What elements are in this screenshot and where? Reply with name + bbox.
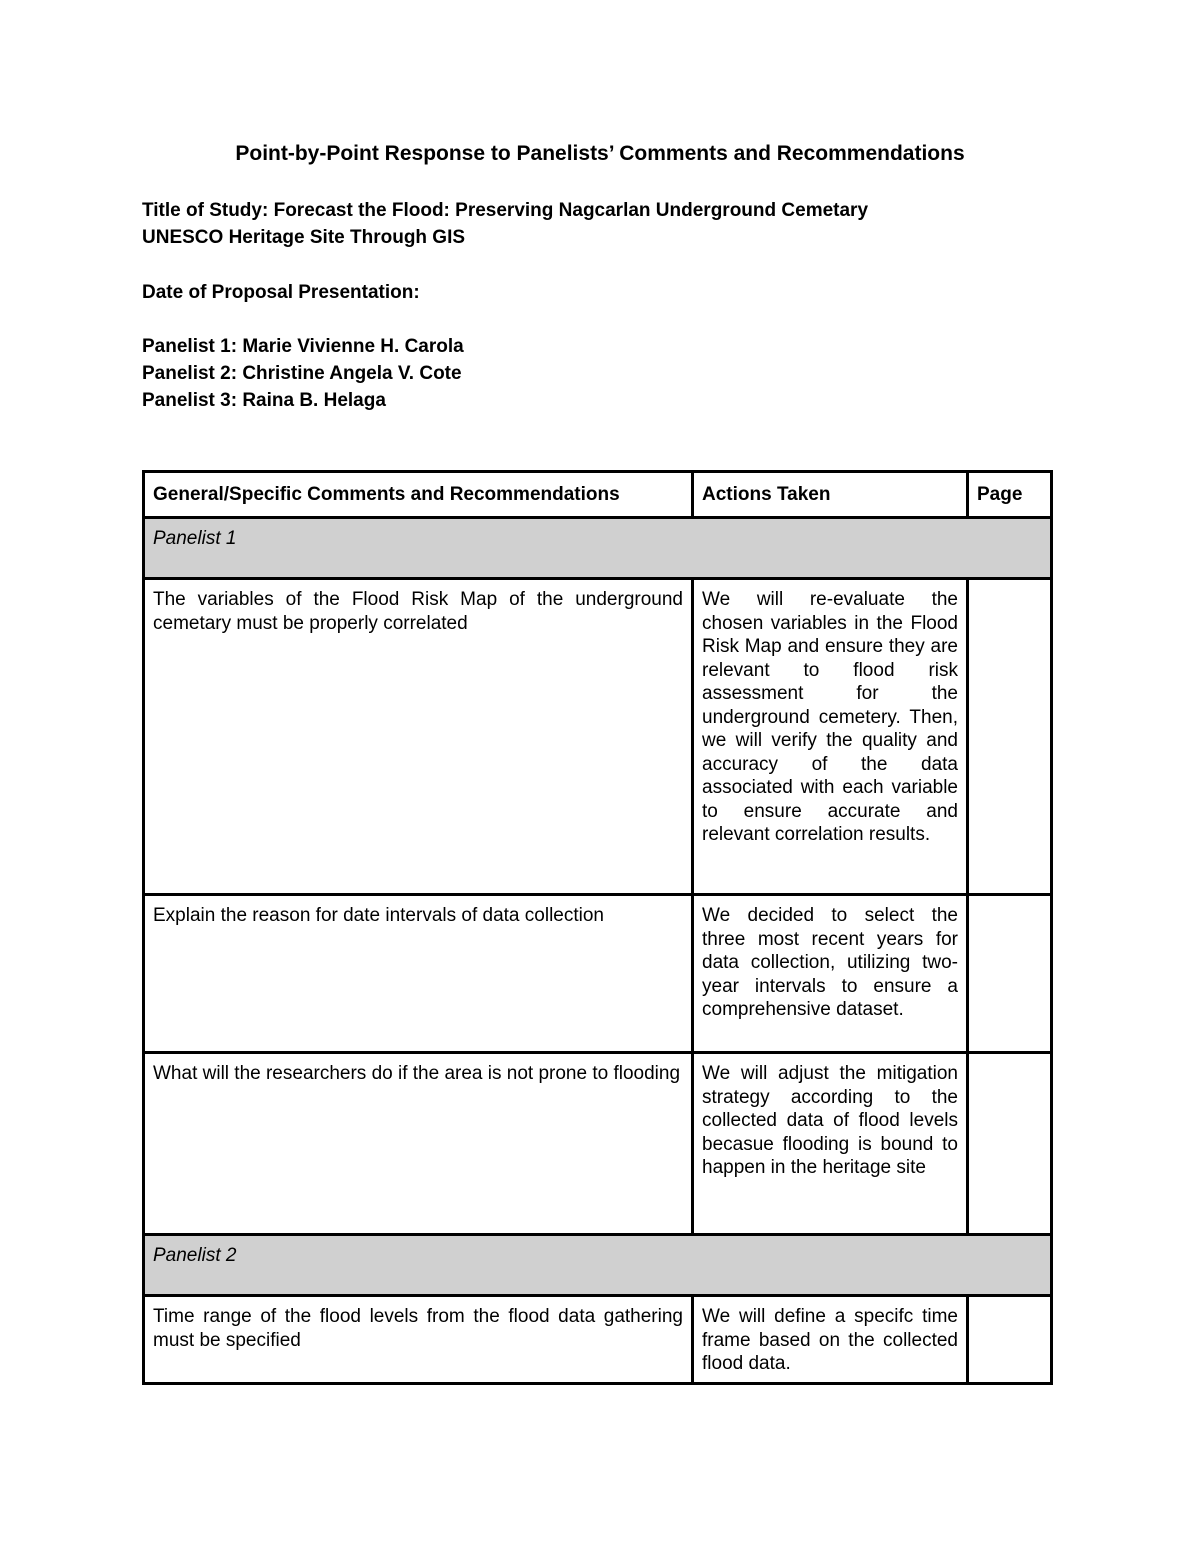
- page-title: Point-by-Point Response to Panelists’ Comments and Recommendations: [235, 142, 965, 165]
- section-row-panelist-1: [144, 518, 1052, 579]
- page-cell: [968, 895, 1052, 1053]
- page-cell: [968, 579, 1052, 895]
- section-label: Panelist 2: [144, 1235, 1052, 1296]
- panelist-2: Panelist 2: Christine Angela V. Cote: [142, 363, 462, 384]
- comment-cell: What will the researchers do if the area is not prone to flooding: [144, 1053, 693, 1235]
- header-comments: General/Specific Comments and Recommendations: [144, 472, 693, 518]
- table-row: [144, 579, 1052, 895]
- action-cell: We decided to select the three most recent years for data collection, utilizing two-year intervals to ensure a comprehensive dataset.: [693, 895, 968, 1053]
- comment-cell: Explain the reason for date intervals of data collection: [144, 895, 693, 1053]
- table-row: [144, 895, 1052, 1053]
- comment-cell: The variables of the Flood Risk Map of the underground cemetary must be properly correlated: [144, 579, 693, 895]
- study-title: [142, 197, 1042, 251]
- panelist-list: [142, 333, 1042, 414]
- table-row: [144, 1053, 1052, 1235]
- action-cell: We will adjust the mitigation strategy according to the collected data of flood levels becasue flooding is bound to happen in the heritage site: [693, 1053, 968, 1235]
- presentation-date: [142, 279, 1042, 306]
- response-table: [142, 470, 1053, 1385]
- page-cell: [968, 1053, 1052, 1235]
- header-page: Page: [968, 472, 1052, 518]
- comment-cell: Time range of the flood levels from the flood data gathering must be specified: [144, 1296, 693, 1384]
- table-row: [144, 1296, 1052, 1384]
- section-label: Panelist 1: [144, 518, 1052, 579]
- action-cell: We will define a specifc time frame based on the collected flood data.: [693, 1296, 968, 1384]
- page-cell: [968, 1296, 1052, 1384]
- panelist-3: Panelist 3: Raina B. Helaga: [142, 390, 386, 411]
- section-row-panelist-2: [144, 1235, 1052, 1296]
- study-title-line-2: UNESCO Heritage Site Through GIS: [142, 227, 466, 248]
- study-title-line-1: Title of Study: Forecast the Flood: Preserving Nagcarlan Underground Cemetary: [142, 200, 869, 221]
- action-cell: We will re-evaluate the chosen variables in the Flood Risk Map and ensure they are relevant to flood risk assessment for the underground cemetery. Then, we will verify the quality and accuracy of the data associated with each variable to ensure accurate and relevant correlation results.: [693, 579, 968, 895]
- header-actions: Actions Taken: [693, 472, 968, 518]
- presentation-date-label: Date of Proposal Presentation:: [142, 282, 420, 303]
- table-header-row: [144, 472, 1052, 518]
- panelist-1: Panelist 1: Marie Vivienne H. Carola: [142, 336, 464, 357]
